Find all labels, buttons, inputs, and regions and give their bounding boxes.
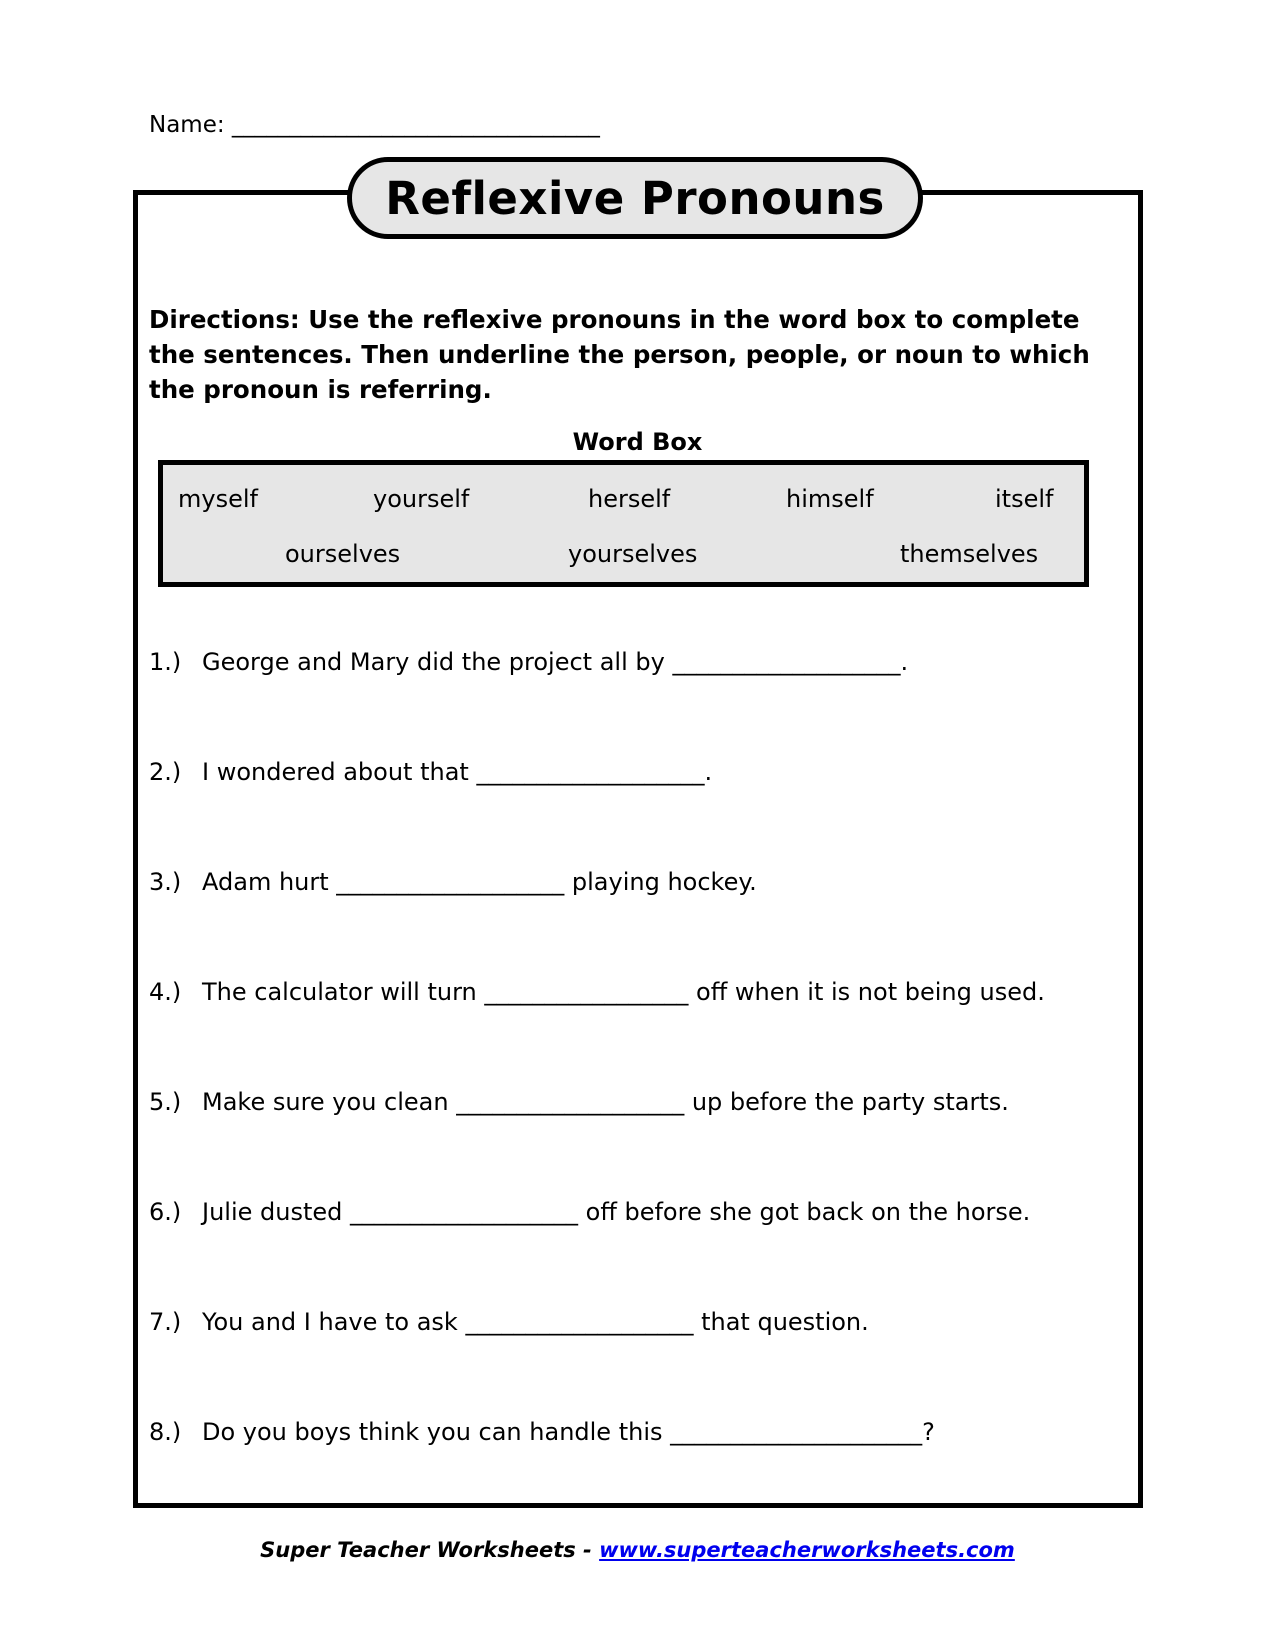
question-number: 1.) — [149, 648, 182, 676]
word-itself: itself — [995, 485, 1054, 513]
question-text[interactable]: Adam hurt ___________________ playing hockey. — [202, 868, 757, 896]
word-box — [158, 460, 1089, 587]
question-text[interactable]: Make sure you clean ___________________ up before the party starts. — [202, 1088, 1009, 1116]
word-herself: herself — [588, 485, 671, 513]
question-text[interactable]: George and Mary did the project all by ___________________. — [202, 648, 909, 676]
question-2 — [149, 758, 712, 786]
question-number: 3.) — [149, 868, 182, 896]
word-myself: myself — [178, 485, 258, 513]
word-ourselves: ourselves — [285, 540, 401, 568]
question-number: 5.) — [149, 1088, 182, 1116]
directions-text: Directions: Use the reflexive pronouns in the word box to complete the sentences. Then underline the person, people, or noun to which the pronoun is referring. — [149, 305, 1090, 404]
question-number: 4.) — [149, 978, 182, 1006]
name-label: Name: — [149, 112, 225, 138]
question-3 — [149, 868, 757, 896]
footer-brand: Super Teacher Worksheets - — [260, 1538, 600, 1562]
title-banner — [347, 157, 923, 239]
question-text[interactable]: Do you boys think you can handle this _____________________? — [202, 1418, 935, 1446]
word-himself: himself — [786, 485, 874, 513]
question-7 — [149, 1308, 869, 1336]
word-yourself: yourself — [373, 485, 470, 513]
name-field[interactable] — [149, 112, 600, 138]
question-4 — [149, 978, 1045, 1006]
footer-link[interactable]: www.superteacherworksheets.com — [599, 1538, 1015, 1562]
question-number: 2.) — [149, 758, 182, 786]
question-text[interactable]: The calculator will turn _________________ off when it is not being used. — [202, 978, 1045, 1006]
page-title: Reflexive Pronouns — [385, 171, 885, 225]
word-yourselves: yourselves — [568, 540, 698, 568]
question-8 — [149, 1418, 935, 1446]
question-5 — [149, 1088, 1009, 1116]
footer — [0, 1538, 1275, 1562]
question-1 — [149, 648, 908, 676]
question-text[interactable]: You and I have to ask ___________________ that question. — [202, 1308, 869, 1336]
question-6 — [149, 1198, 1030, 1226]
question-number: 8.) — [149, 1418, 182, 1446]
word-themselves: themselves — [900, 540, 1039, 568]
question-number: 6.) — [149, 1198, 182, 1226]
word-box-title: Word Box — [572, 428, 703, 456]
question-number: 7.) — [149, 1308, 182, 1336]
question-text[interactable]: I wondered about that ___________________. — [202, 758, 713, 786]
question-text[interactable]: Julie dusted ___________________ off before she got back on the horse. — [202, 1198, 1031, 1226]
name-blank[interactable]: ________________________________ — [231, 112, 600, 138]
